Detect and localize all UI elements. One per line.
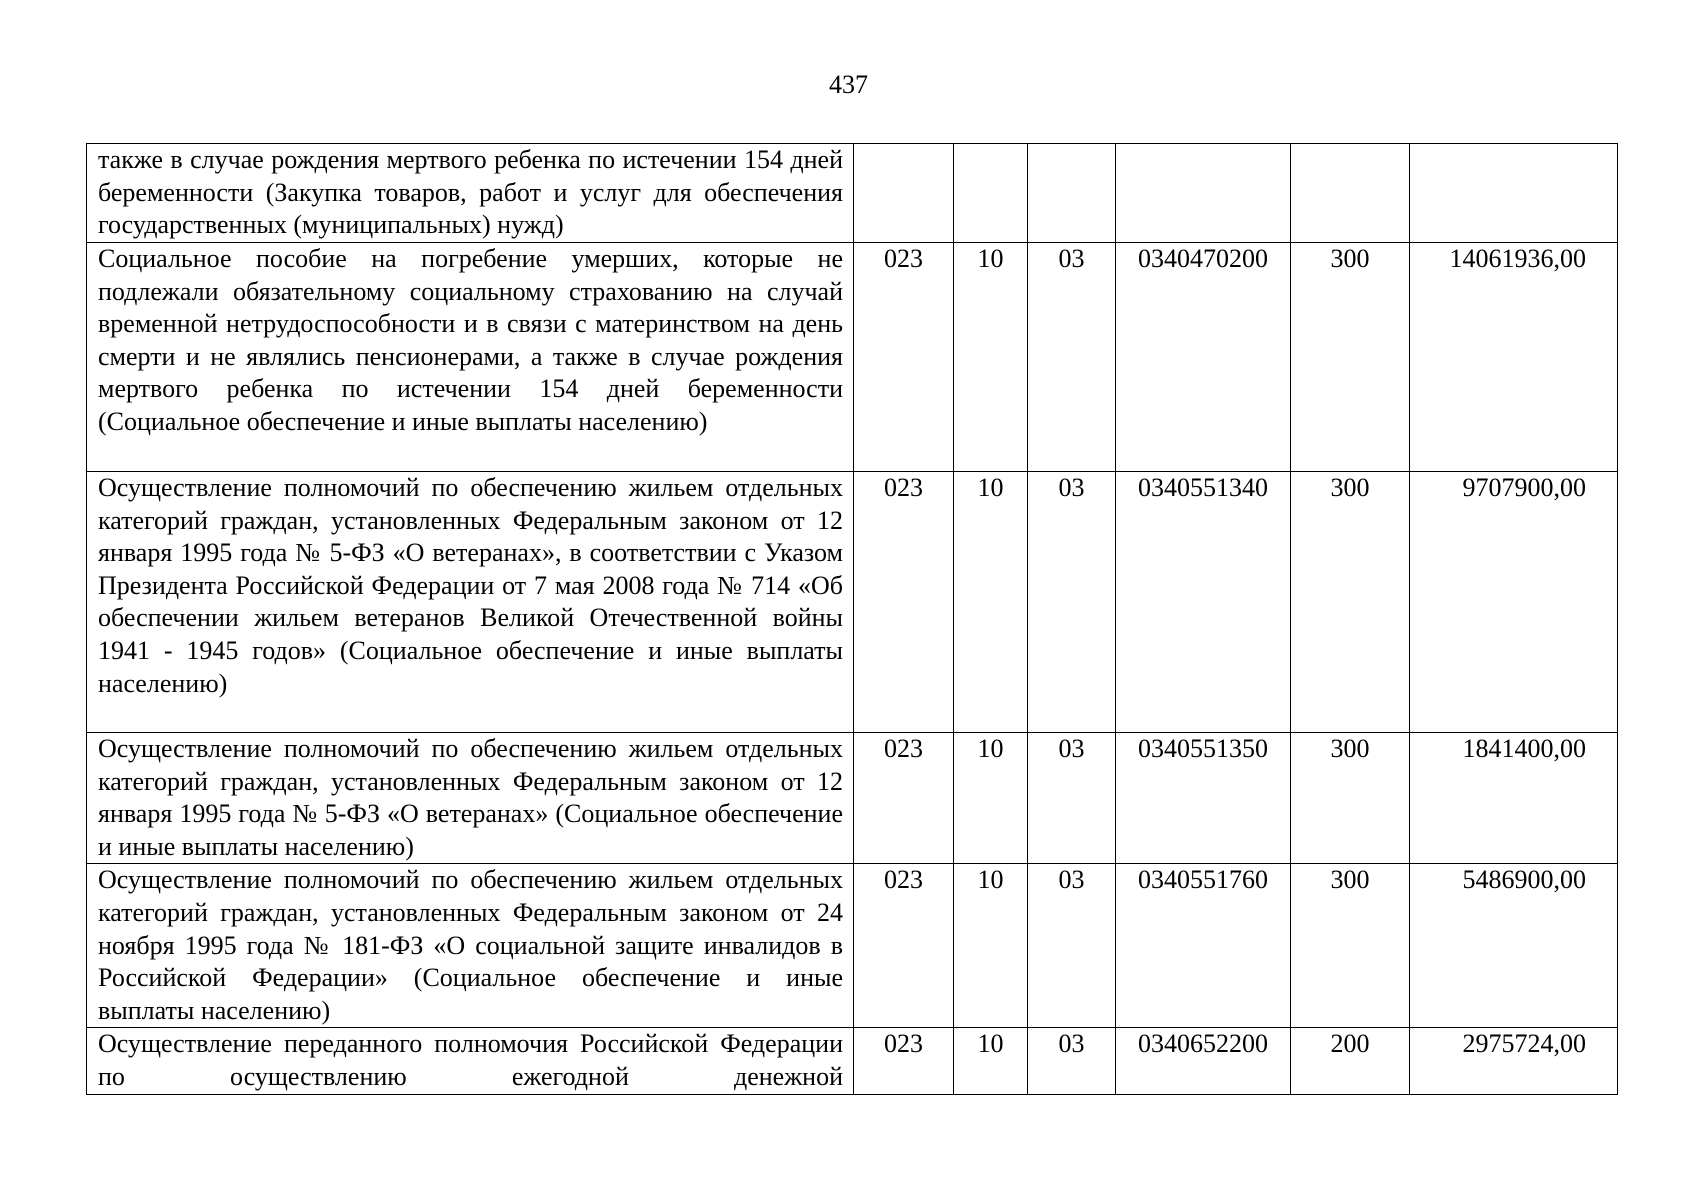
row-description: Социальное пособие на погребение умерших, которые не подлежали обязательному социальному страхованию на случай временной нетрудоспособности и в связи с материнством на день смерти и не являлись пенсионерами, а также в случае рождения мертвого ребенка по истечении 154 дней беременности (Социальное обеспечение и иные выплаты населению) <box>87 243 854 472</box>
amount: 5486900,00 <box>1410 864 1618 1028</box>
subsection-code: 03 <box>1028 243 1116 472</box>
ministry-code: 023 <box>854 243 954 472</box>
section-code: 10 <box>954 243 1028 472</box>
expense-type-code <box>1291 144 1410 243</box>
ministry-code: 023 <box>854 472 954 733</box>
subsection-code <box>1028 144 1116 243</box>
row-description: Осуществление переданного полномочия Российской Федерации по осуществлению ежегодной денежной <box>87 1028 854 1094</box>
table-row <box>87 243 1618 472</box>
table-row <box>87 864 1618 1028</box>
table-row <box>87 144 1618 243</box>
amount: 1841400,00 <box>1410 733 1618 864</box>
row-description: Осуществление полномочий по обеспечению жильем отдельных категорий граждан, установленных Федеральным законом от 24 ноября 1995 года № 181-ФЗ «О социальной защите инвалидов в Российской Федерации» (Социальное обеспечение и иные выплаты населению) <box>87 864 854 1028</box>
table-row <box>87 1028 1618 1094</box>
budget-table <box>86 143 1618 1095</box>
row-description: также в случае рождения мертвого ребенка по истечении 154 дней беременности (Закупка товаров, работ и услуг для обеспечения государственных (муниципальных) нужд) <box>87 144 854 243</box>
section-code: 10 <box>954 864 1028 1028</box>
subsection-code: 03 <box>1028 864 1116 1028</box>
page-number: 437 <box>829 70 868 99</box>
expense-type-code: 300 <box>1291 733 1410 864</box>
subsection-code: 03 <box>1028 1028 1116 1094</box>
amount: 2975724,00 <box>1410 1028 1618 1094</box>
amount: 9707900,00 <box>1410 472 1618 733</box>
section-code: 10 <box>954 1028 1028 1094</box>
target-article-code: 0340551350 <box>1116 733 1291 864</box>
amount: 14061936,00 <box>1410 243 1618 472</box>
ministry-code: 023 <box>854 864 954 1028</box>
row-description: Осуществление полномочий по обеспечению жильем отдельных категорий граждан, установленных Федеральным законом от 12 января 1995 года № 5-ФЗ «О ветеранах» (Социальное обеспечение и иные выплаты населению) <box>87 733 854 864</box>
target-article-code: 0340470200 <box>1116 243 1291 472</box>
target-article-code: 0340551760 <box>1116 864 1291 1028</box>
target-article-code <box>1116 144 1291 243</box>
expense-type-code: 200 <box>1291 1028 1410 1094</box>
expense-type-code: 300 <box>1291 243 1410 472</box>
subsection-code: 03 <box>1028 733 1116 864</box>
ministry-code <box>854 144 954 243</box>
section-code: 10 <box>954 472 1028 733</box>
ministry-code: 023 <box>854 733 954 864</box>
subsection-code: 03 <box>1028 472 1116 733</box>
expense-type-code: 300 <box>1291 472 1410 733</box>
target-article-code: 0340652200 <box>1116 1028 1291 1094</box>
expense-type-code: 300 <box>1291 864 1410 1028</box>
amount <box>1410 144 1618 243</box>
section-code <box>954 144 1028 243</box>
table-row <box>87 733 1618 864</box>
ministry-code: 023 <box>854 1028 954 1094</box>
row-description: Осуществление полномочий по обеспечению жильем отдельных категорий граждан, установленных Федеральным законом от 12 января 1995 года № 5-ФЗ «О ветеранах», в соответствии с Указом Президента Российской Федерации от 7 мая 2008 года № 714 «Об обеспечении жильем ветеранов Великой Отечественной войны 1941 - 1945 годов» (Социальное обеспечение и иные выплаты населению) <box>87 472 854 733</box>
section-code: 10 <box>954 733 1028 864</box>
table-row <box>87 472 1618 733</box>
target-article-code: 0340551340 <box>1116 472 1291 733</box>
